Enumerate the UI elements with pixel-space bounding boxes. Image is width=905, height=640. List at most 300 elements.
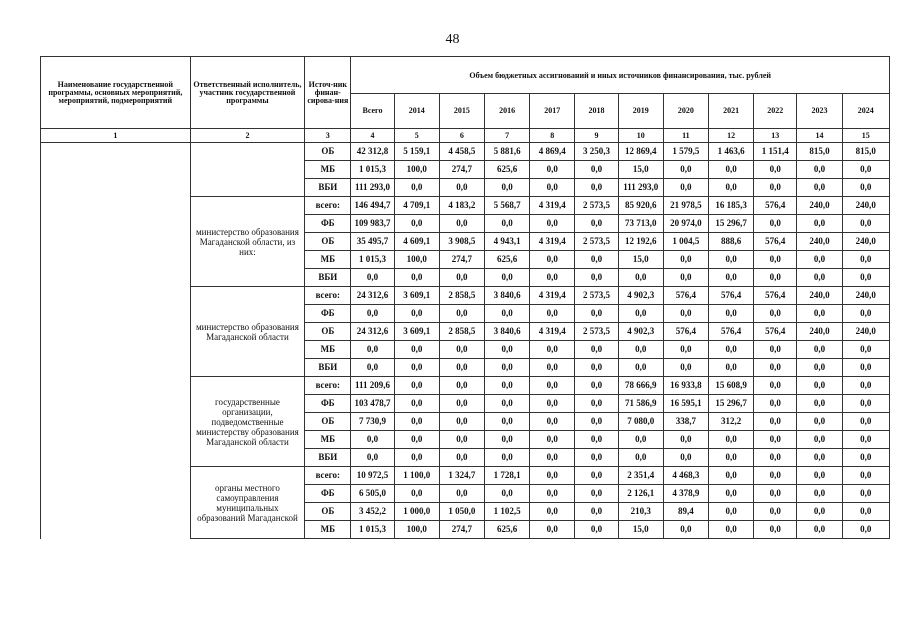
year-value-cell: 0,0	[797, 467, 842, 485]
year-value-cell: 0,0	[709, 359, 754, 377]
header-year: 2014	[394, 94, 439, 129]
year-value-cell: 21 978,5	[663, 197, 708, 215]
year-value-cell: 0,0	[485, 395, 530, 413]
year-value-cell: 111 293,0	[618, 179, 663, 197]
year-value-cell: 0,0	[842, 359, 889, 377]
year-value-cell: 0,0	[842, 521, 889, 539]
year-value-cell: 0,0	[754, 179, 797, 197]
year-value-cell: 0,0	[709, 449, 754, 467]
year-value-cell: 0,0	[842, 485, 889, 503]
year-value-cell: 4 319,4	[530, 287, 575, 305]
executor-cell: министерство образования Магаданской области, из них:	[190, 197, 305, 287]
year-value-cell: 1 324,7	[439, 467, 484, 485]
year-value-cell: 0,0	[575, 503, 618, 521]
year-value-cell: 0,0	[754, 395, 797, 413]
year-value-cell: 1 579,5	[663, 143, 708, 161]
year-value-cell: 0,0	[530, 359, 575, 377]
year-value-cell: 0,0	[842, 341, 889, 359]
year-value-cell: 85 920,6	[618, 197, 663, 215]
year-value-cell: 0,0	[842, 305, 889, 323]
funding-source-cell: МБ	[305, 251, 351, 269]
year-value-cell: 20 974,0	[663, 215, 708, 233]
program-name-cell	[41, 143, 191, 539]
year-value-cell: 4 902,3	[618, 287, 663, 305]
header-total: Всего	[351, 94, 394, 129]
year-value-cell: 0,0	[394, 179, 439, 197]
year-value-cell: 0,0	[530, 395, 575, 413]
year-value-cell: 15,0	[618, 521, 663, 539]
year-value-cell: 1 463,6	[709, 143, 754, 161]
year-value-cell: 1 151,4	[754, 143, 797, 161]
funding-source-cell: ОБ	[305, 143, 351, 161]
year-value-cell: 4 319,4	[530, 197, 575, 215]
year-value-cell: 4 709,1	[394, 197, 439, 215]
funding-source-cell: всего:	[305, 467, 351, 485]
year-value-cell: 0,0	[575, 215, 618, 233]
header-year: 2019	[618, 94, 663, 129]
year-value-cell: 0,0	[618, 341, 663, 359]
year-value-cell: 0,0	[575, 251, 618, 269]
year-value-cell: 0,0	[618, 359, 663, 377]
total-value-cell: 24 312,6	[351, 323, 394, 341]
year-value-cell: 0,0	[394, 431, 439, 449]
total-value-cell: 6 505,0	[351, 485, 394, 503]
year-value-cell: 625,6	[485, 161, 530, 179]
year-value-cell: 0,0	[842, 467, 889, 485]
year-value-cell: 576,4	[754, 233, 797, 251]
year-value-cell: 0,0	[575, 341, 618, 359]
year-value-cell: 0,0	[797, 377, 842, 395]
year-value-cell: 0,0	[530, 467, 575, 485]
year-value-cell: 0,0	[575, 179, 618, 197]
year-value-cell: 0,0	[439, 341, 484, 359]
total-value-cell: 109 983,7	[351, 215, 394, 233]
column-number: 1	[41, 129, 191, 143]
year-value-cell: 4 458,5	[439, 143, 484, 161]
executor-cell: государственные организации, подведомственные министерству образования Магаданской области	[190, 377, 305, 467]
executor-cell: органы местного самоуправления муниципальных образований Магаданской	[190, 467, 305, 539]
header-year: 2016	[485, 94, 530, 129]
year-value-cell: 240,0	[842, 233, 889, 251]
year-value-cell: 0,0	[842, 395, 889, 413]
year-value-cell: 274,7	[439, 251, 484, 269]
header-name: Наименование государственной программы, основных мероприятий, мероприятий, подмероприятий	[41, 57, 191, 129]
header-year: 2024	[842, 94, 889, 129]
year-value-cell: 0,0	[439, 305, 484, 323]
year-value-cell: 4 183,2	[439, 197, 484, 215]
year-value-cell: 240,0	[842, 323, 889, 341]
year-value-cell: 0,0	[754, 251, 797, 269]
year-value-cell: 5 159,1	[394, 143, 439, 161]
year-value-cell: 625,6	[485, 521, 530, 539]
column-number: 11	[663, 129, 708, 143]
year-value-cell: 1 728,1	[485, 467, 530, 485]
year-value-cell: 0,0	[754, 449, 797, 467]
year-value-cell: 0,0	[754, 215, 797, 233]
year-value-cell: 100,0	[394, 521, 439, 539]
total-value-cell: 146 494,7	[351, 197, 394, 215]
year-value-cell: 1 000,0	[394, 503, 439, 521]
year-value-cell: 0,0	[394, 215, 439, 233]
year-value-cell: 0,0	[439, 413, 484, 431]
year-value-cell: 240,0	[842, 197, 889, 215]
total-value-cell: 24 312,6	[351, 287, 394, 305]
year-value-cell: 1 050,0	[439, 503, 484, 521]
year-value-cell: 0,0	[575, 449, 618, 467]
year-value-cell: 576,4	[754, 323, 797, 341]
year-value-cell: 0,0	[797, 251, 842, 269]
year-value-cell: 0,0	[754, 341, 797, 359]
total-value-cell: 0,0	[351, 341, 394, 359]
year-value-cell: 2 858,5	[439, 323, 484, 341]
year-value-cell: 0,0	[530, 269, 575, 287]
year-value-cell: 0,0	[754, 377, 797, 395]
year-value-cell: 0,0	[797, 503, 842, 521]
column-number: 2	[190, 129, 305, 143]
year-value-cell: 100,0	[394, 161, 439, 179]
year-value-cell: 3 609,1	[394, 287, 439, 305]
column-number: 10	[618, 129, 663, 143]
year-value-cell: 0,0	[485, 449, 530, 467]
year-value-cell: 0,0	[797, 341, 842, 359]
table-row	[41, 143, 890, 161]
funding-source-cell: ВБИ	[305, 269, 351, 287]
year-value-cell: 0,0	[485, 305, 530, 323]
total-value-cell: 0,0	[351, 359, 394, 377]
year-value-cell: 15 296,7	[709, 395, 754, 413]
year-value-cell: 240,0	[797, 287, 842, 305]
funding-source-cell: ОБ	[305, 233, 351, 251]
funding-source-cell: ВБИ	[305, 359, 351, 377]
year-value-cell: 576,4	[663, 323, 708, 341]
year-value-cell: 100,0	[394, 251, 439, 269]
year-value-cell: 0,0	[797, 449, 842, 467]
year-value-cell: 0,0	[439, 215, 484, 233]
year-value-cell: 576,4	[754, 287, 797, 305]
year-value-cell: 274,7	[439, 521, 484, 539]
year-value-cell: 2 573,5	[575, 197, 618, 215]
year-value-cell: 240,0	[797, 197, 842, 215]
year-value-cell: 0,0	[575, 413, 618, 431]
year-value-cell: 0,0	[842, 377, 889, 395]
year-value-cell: 12 192,6	[618, 233, 663, 251]
year-value-cell: 0,0	[394, 413, 439, 431]
funding-source-cell: МБ	[305, 431, 351, 449]
funding-source-cell: ОБ	[305, 413, 351, 431]
year-value-cell: 0,0	[618, 305, 663, 323]
year-value-cell: 0,0	[485, 215, 530, 233]
year-value-cell: 0,0	[842, 269, 889, 287]
year-value-cell: 1 100,0	[394, 467, 439, 485]
year-value-cell: 71 586,9	[618, 395, 663, 413]
year-value-cell: 4 609,1	[394, 233, 439, 251]
header-volume: Объем бюджетных ассигнований и иных источников финансирования, тыс. рублей	[351, 57, 890, 94]
year-value-cell: 274,7	[439, 161, 484, 179]
year-value-cell: 576,4	[663, 287, 708, 305]
executor-cell	[190, 143, 305, 197]
year-value-cell: 0,0	[485, 359, 530, 377]
header-row	[41, 57, 890, 94]
year-value-cell: 0,0	[754, 467, 797, 485]
year-value-cell: 0,0	[709, 521, 754, 539]
year-value-cell: 16 595,1	[663, 395, 708, 413]
year-value-cell: 576,4	[754, 197, 797, 215]
year-value-cell: 4 319,4	[530, 233, 575, 251]
header-executor: Ответственный исполнитель, участник государственной программы	[190, 57, 305, 129]
year-value-cell: 2 351,4	[618, 467, 663, 485]
column-number-row	[41, 129, 890, 143]
year-value-cell: 0,0	[797, 359, 842, 377]
year-value-cell: 0,0	[797, 269, 842, 287]
header-source: Источ-ник финан-сирова-ния	[305, 57, 351, 129]
year-value-cell: 815,0	[797, 143, 842, 161]
header-year: 2022	[754, 94, 797, 129]
year-value-cell: 89,4	[663, 503, 708, 521]
funding-source-cell: ФБ	[305, 485, 351, 503]
year-value-cell: 815,0	[842, 143, 889, 161]
year-value-cell: 16 933,8	[663, 377, 708, 395]
year-value-cell: 0,0	[394, 269, 439, 287]
year-value-cell: 0,0	[754, 503, 797, 521]
year-value-cell: 0,0	[663, 179, 708, 197]
year-value-cell: 0,0	[575, 521, 618, 539]
year-value-cell: 0,0	[709, 503, 754, 521]
total-value-cell: 1 015,3	[351, 161, 394, 179]
year-value-cell: 0,0	[842, 449, 889, 467]
year-value-cell: 0,0	[439, 269, 484, 287]
funding-source-cell: МБ	[305, 521, 351, 539]
year-value-cell: 0,0	[575, 431, 618, 449]
year-value-cell: 3 609,1	[394, 323, 439, 341]
year-value-cell: 4 319,4	[530, 323, 575, 341]
year-value-cell: 0,0	[439, 485, 484, 503]
year-value-cell: 0,0	[797, 413, 842, 431]
year-value-cell: 576,4	[709, 287, 754, 305]
year-value-cell: 0,0	[485, 179, 530, 197]
year-value-cell: 0,0	[394, 359, 439, 377]
year-value-cell: 5 568,7	[485, 197, 530, 215]
year-value-cell: 3 250,3	[575, 143, 618, 161]
year-value-cell: 2 858,5	[439, 287, 484, 305]
column-number: 9	[575, 129, 618, 143]
year-value-cell: 0,0	[485, 413, 530, 431]
year-value-cell: 0,0	[530, 377, 575, 395]
year-value-cell: 0,0	[797, 305, 842, 323]
funding-source-cell: всего:	[305, 197, 351, 215]
year-value-cell: 0,0	[394, 485, 439, 503]
header-year: 2015	[439, 94, 484, 129]
year-value-cell: 0,0	[663, 449, 708, 467]
year-value-cell: 0,0	[797, 521, 842, 539]
funding-source-cell: ОБ	[305, 503, 351, 521]
total-value-cell: 1 015,3	[351, 521, 394, 539]
year-value-cell: 240,0	[797, 323, 842, 341]
year-value-cell: 0,0	[754, 305, 797, 323]
year-value-cell: 0,0	[394, 377, 439, 395]
year-value-cell: 0,0	[439, 449, 484, 467]
year-value-cell: 0,0	[485, 341, 530, 359]
year-value-cell: 3 840,6	[485, 287, 530, 305]
year-value-cell: 0,0	[439, 179, 484, 197]
year-value-cell: 0,0	[575, 467, 618, 485]
year-value-cell: 0,0	[530, 431, 575, 449]
year-value-cell: 4 943,1	[485, 233, 530, 251]
total-value-cell: 42 312,8	[351, 143, 394, 161]
year-value-cell: 0,0	[394, 305, 439, 323]
year-value-cell: 0,0	[394, 449, 439, 467]
year-value-cell: 4 468,3	[663, 467, 708, 485]
year-value-cell: 0,0	[530, 341, 575, 359]
year-value-cell: 0,0	[842, 413, 889, 431]
year-value-cell: 0,0	[439, 431, 484, 449]
year-value-cell: 576,4	[709, 323, 754, 341]
year-value-cell: 0,0	[663, 341, 708, 359]
year-value-cell: 0,0	[575, 305, 618, 323]
funding-source-cell: ВБИ	[305, 449, 351, 467]
year-value-cell: 0,0	[575, 269, 618, 287]
year-value-cell: 16 185,3	[709, 197, 754, 215]
year-value-cell: 0,0	[709, 305, 754, 323]
year-value-cell: 0,0	[663, 359, 708, 377]
year-value-cell: 0,0	[754, 269, 797, 287]
year-value-cell: 0,0	[530, 179, 575, 197]
year-value-cell: 0,0	[663, 251, 708, 269]
year-value-cell: 4 378,9	[663, 485, 708, 503]
year-value-cell: 312,2	[709, 413, 754, 431]
column-number: 15	[842, 129, 889, 143]
year-value-cell: 0,0	[530, 305, 575, 323]
year-value-cell: 0,0	[754, 359, 797, 377]
year-value-cell: 0,0	[618, 431, 663, 449]
total-value-cell: 10 972,5	[351, 467, 394, 485]
column-number: 14	[797, 129, 842, 143]
header-year: 2023	[797, 94, 842, 129]
total-value-cell: 3 452,2	[351, 503, 394, 521]
year-value-cell: 0,0	[485, 377, 530, 395]
total-value-cell: 7 730,9	[351, 413, 394, 431]
year-value-cell: 0,0	[439, 359, 484, 377]
year-value-cell: 0,0	[575, 377, 618, 395]
year-value-cell: 4 902,3	[618, 323, 663, 341]
year-value-cell: 0,0	[797, 179, 842, 197]
total-value-cell: 1 015,3	[351, 251, 394, 269]
year-value-cell: 0,0	[618, 449, 663, 467]
year-value-cell: 0,0	[842, 179, 889, 197]
year-value-cell: 0,0	[575, 359, 618, 377]
year-value-cell: 1 004,5	[663, 233, 708, 251]
header-year: 2018	[575, 94, 618, 129]
year-value-cell: 15,0	[618, 161, 663, 179]
year-value-cell: 0,0	[754, 485, 797, 503]
year-value-cell: 0,0	[842, 503, 889, 521]
year-value-cell: 0,0	[709, 341, 754, 359]
year-value-cell: 0,0	[842, 161, 889, 179]
year-value-cell: 0,0	[754, 521, 797, 539]
total-value-cell: 35 495,7	[351, 233, 394, 251]
year-value-cell: 7 080,0	[618, 413, 663, 431]
year-value-cell: 0,0	[797, 431, 842, 449]
column-number: 8	[530, 129, 575, 143]
header-year: 2017	[530, 94, 575, 129]
year-value-cell: 15 296,7	[709, 215, 754, 233]
total-value-cell: 103 478,7	[351, 395, 394, 413]
year-value-cell: 0,0	[663, 431, 708, 449]
year-value-cell: 0,0	[797, 485, 842, 503]
year-value-cell: 0,0	[797, 161, 842, 179]
year-value-cell: 240,0	[797, 233, 842, 251]
year-value-cell: 0,0	[485, 485, 530, 503]
year-value-cell: 0,0	[439, 395, 484, 413]
year-value-cell: 0,0	[709, 161, 754, 179]
year-value-cell: 0,0	[485, 269, 530, 287]
column-number: 6	[439, 129, 484, 143]
year-value-cell: 0,0	[439, 377, 484, 395]
year-value-cell: 0,0	[485, 431, 530, 449]
year-value-cell: 0,0	[575, 161, 618, 179]
year-value-cell: 0,0	[842, 215, 889, 233]
page-number: 48	[445, 32, 460, 47]
year-value-cell: 0,0	[663, 269, 708, 287]
funding-source-cell: МБ	[305, 161, 351, 179]
column-number: 12	[709, 129, 754, 143]
budget-table	[40, 56, 890, 539]
year-value-cell: 15 608,9	[709, 377, 754, 395]
year-value-cell: 0,0	[842, 431, 889, 449]
year-value-cell: 0,0	[530, 161, 575, 179]
year-value-cell: 338,7	[663, 413, 708, 431]
column-number: 5	[394, 129, 439, 143]
year-value-cell: 4 869,4	[530, 143, 575, 161]
year-value-cell: 0,0	[618, 269, 663, 287]
year-value-cell: 0,0	[530, 251, 575, 269]
year-value-cell: 2 126,1	[618, 485, 663, 503]
year-value-cell: 0,0	[530, 521, 575, 539]
year-value-cell: 12 869,4	[618, 143, 663, 161]
year-value-cell: 0,0	[530, 413, 575, 431]
funding-source-cell: всего:	[305, 287, 351, 305]
column-number: 3	[305, 129, 351, 143]
total-value-cell: 0,0	[351, 431, 394, 449]
year-value-cell: 0,0	[663, 305, 708, 323]
header-year: 2021	[709, 94, 754, 129]
year-value-cell: 2 573,5	[575, 233, 618, 251]
year-value-cell: 1 102,5	[485, 503, 530, 521]
year-value-cell: 0,0	[530, 485, 575, 503]
total-value-cell: 111 209,6	[351, 377, 394, 395]
year-value-cell: 15,0	[618, 251, 663, 269]
year-value-cell: 888,6	[709, 233, 754, 251]
year-value-cell: 2 573,5	[575, 287, 618, 305]
year-value-cell: 0,0	[754, 413, 797, 431]
year-value-cell: 0,0	[663, 521, 708, 539]
funding-source-cell: ФБ	[305, 395, 351, 413]
year-value-cell: 0,0	[709, 269, 754, 287]
year-value-cell: 0,0	[394, 395, 439, 413]
executor-cell: министерство образования Магаданской области	[190, 287, 305, 377]
year-value-cell: 0,0	[842, 251, 889, 269]
total-value-cell: 0,0	[351, 449, 394, 467]
year-value-cell: 0,0	[709, 179, 754, 197]
year-value-cell: 0,0	[530, 215, 575, 233]
year-value-cell: 3 908,5	[439, 233, 484, 251]
year-value-cell: 0,0	[709, 485, 754, 503]
funding-source-cell: ФБ	[305, 305, 351, 323]
year-value-cell: 0,0	[394, 341, 439, 359]
year-value-cell: 0,0	[797, 395, 842, 413]
total-value-cell: 111 293,0	[351, 179, 394, 197]
column-number: 13	[754, 129, 797, 143]
year-value-cell: 73 713,0	[618, 215, 663, 233]
